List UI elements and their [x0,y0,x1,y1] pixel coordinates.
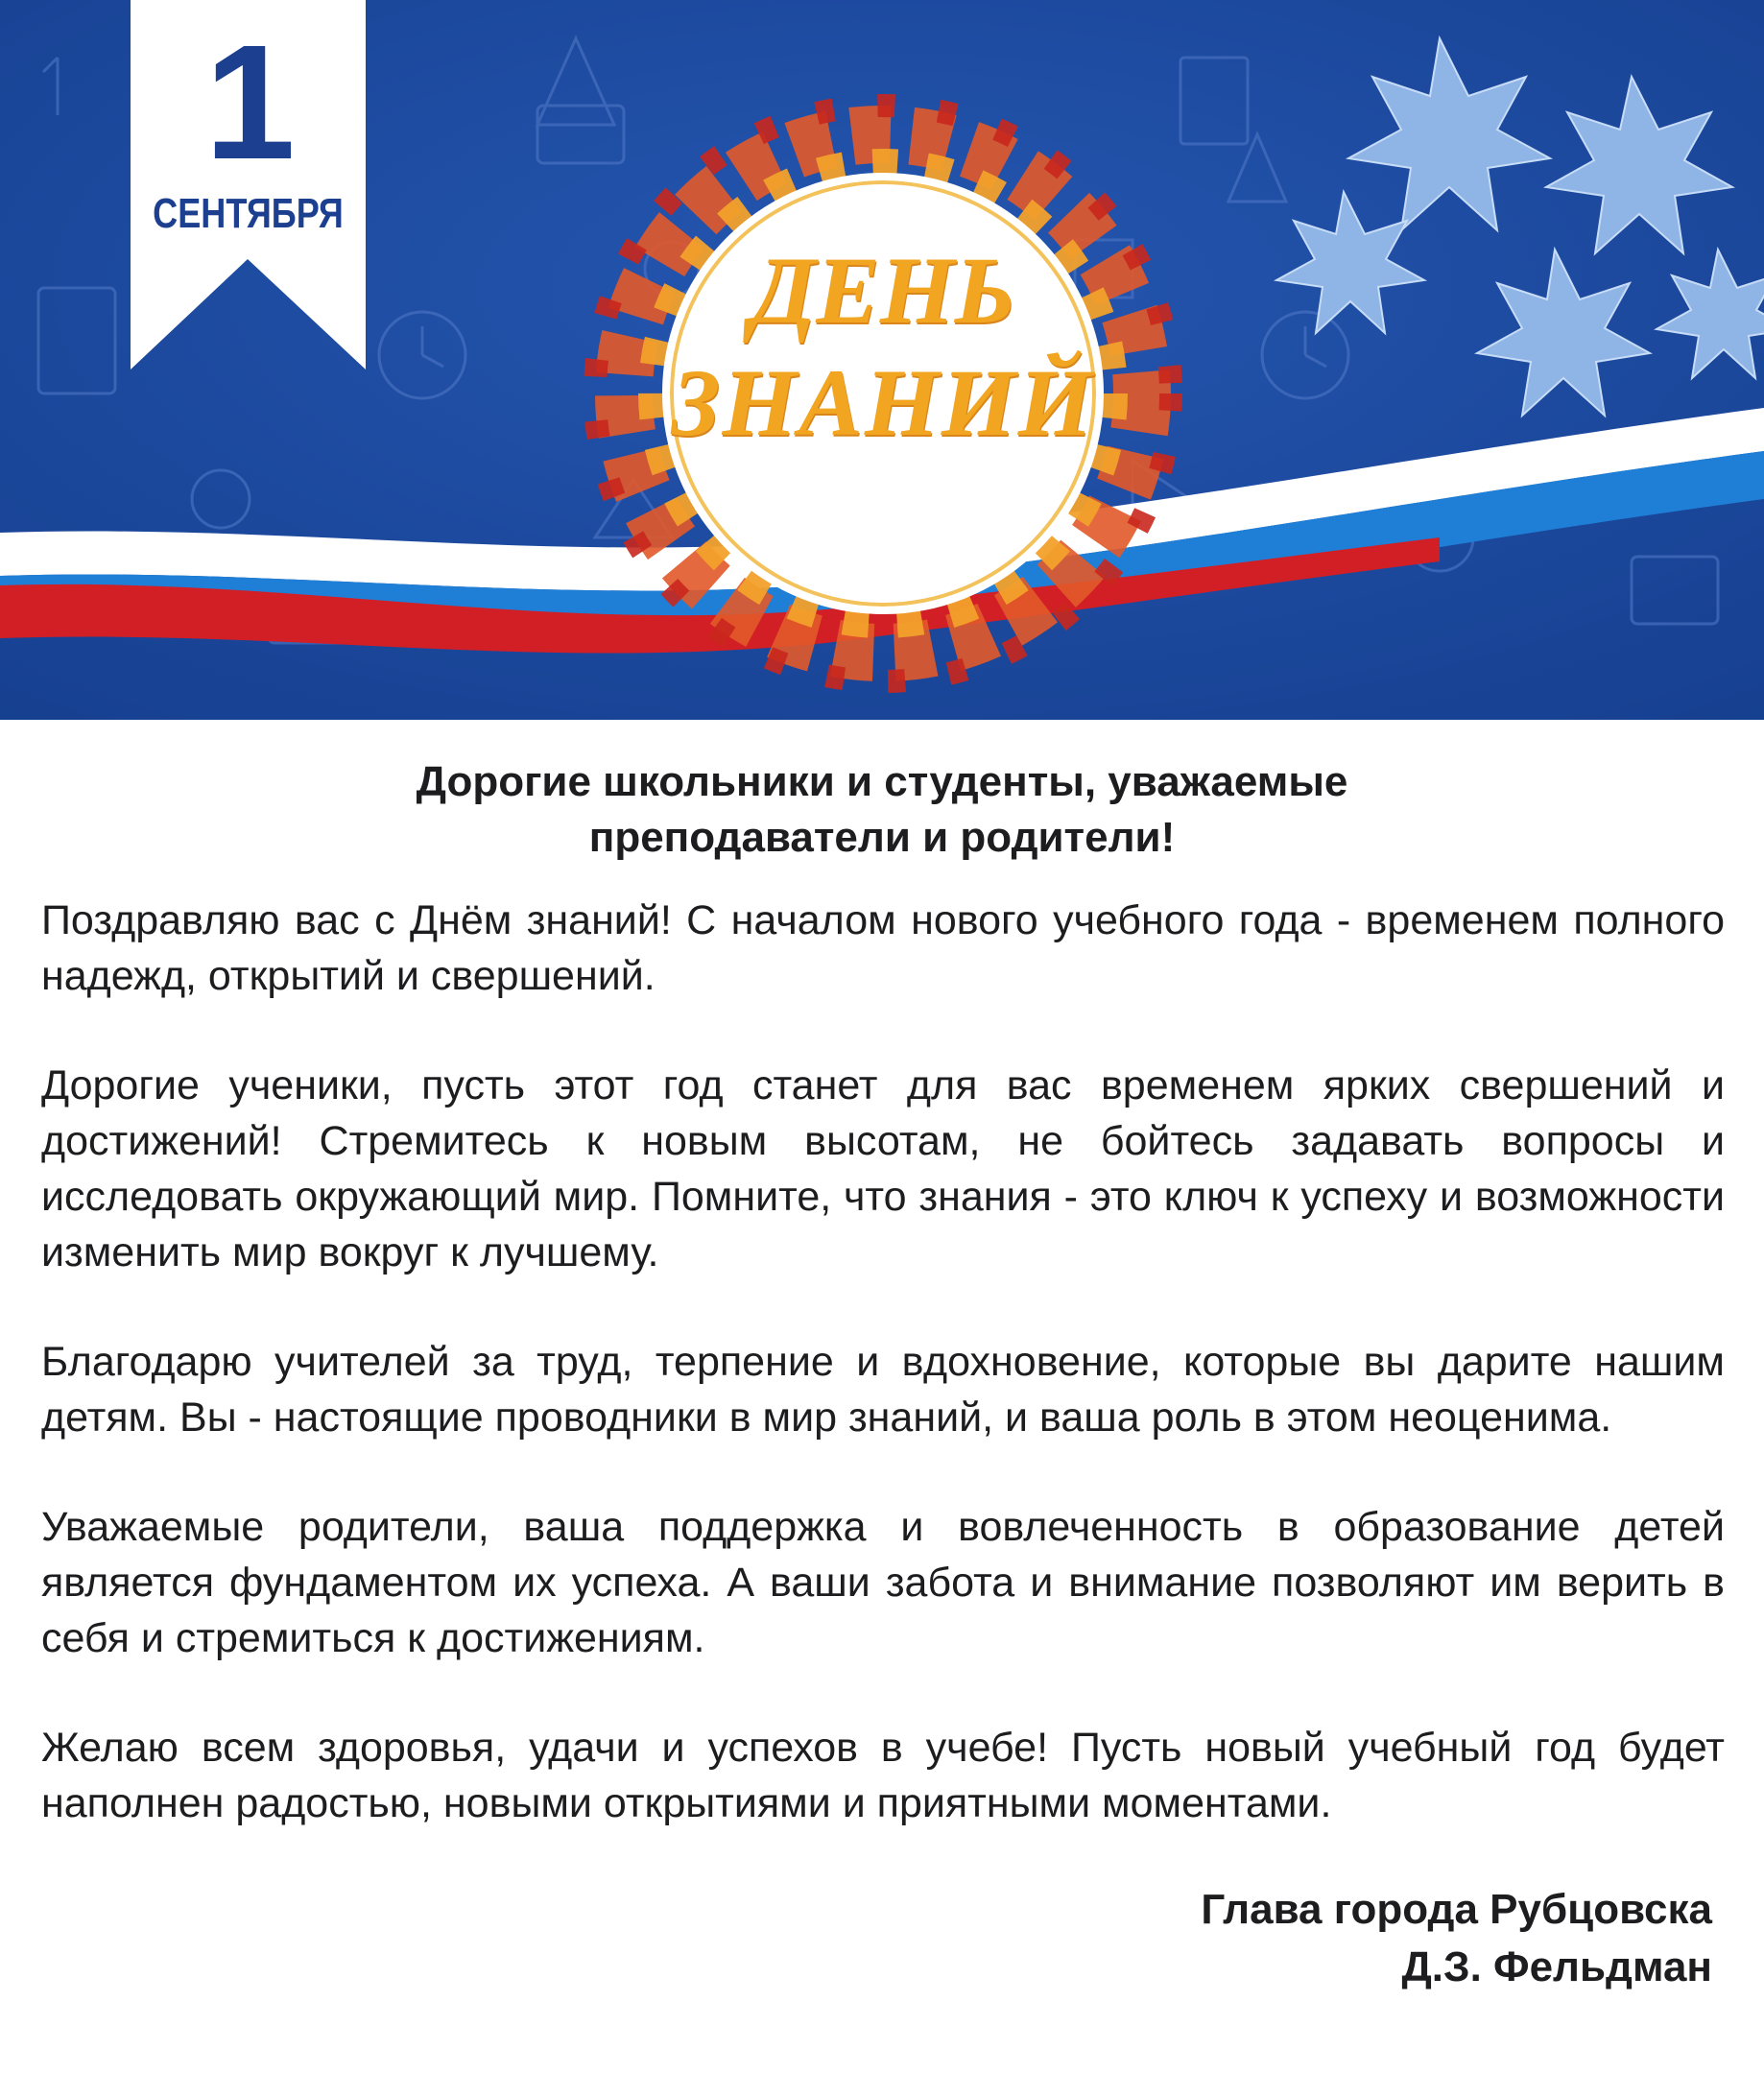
greeting-heading-line-1: Дорогие школьники и студенты, уважаемые [416,758,1348,805]
date-month: СЕНТЯБРЯ [153,190,344,237]
greeting-heading-line-2: преподаватели и родители! [588,814,1176,861]
paragraph: Поздравляю вас с Днём знаний! С началом нового учебного года - временем полного надежд, открытий и свершений. [41,897,1725,999]
paragraph: Уважаемые родители, ваша поддержка и вовлеченность в образование детей является фундаментом их успеха. А ваши забота и внимание позволяют им верить в себя и стремиться к достижениям. [41,1504,1725,1661]
title-line-1: ДЕНЬ [750,237,1016,344]
paragraph: Желаю всем здоровья, удачи и успехов в учебе! Пусть новый учебный год будет наполнен радостью, новыми открытиями и приятными моментами. [41,1725,1725,1826]
title-line-2: ЗНАНИЙ [671,349,1095,456]
signature [1201,1881,1712,1996]
signature-title: Глава города Рубцовска [1201,1886,1712,1933]
signature-name: Д.З. Фельдман [1401,1943,1712,1990]
greeting-heading [192,754,1572,866]
paragraph: Благодарю учителей за труд, терпение и вдохновение, которые вы дарите нашим детям. Вы - настоящие проводники в мир знаний, и ваша роль в этом неоценима. [41,1339,1725,1441]
letter-body [41,893,1725,1885]
banner [0,0,1764,720]
paragraph: Дорогие ученики, пусть этот год станет для вас временем ярких свершений и достижений! Стремитесь к новым высотам, не бойтесь задавать вопросы и исследовать окружающий мир. Помните, что знания - это ключ к успеху и возможности изменить мир вокруг к лучшему. [41,1062,1725,1275]
date-day: 1 [204,12,292,194]
